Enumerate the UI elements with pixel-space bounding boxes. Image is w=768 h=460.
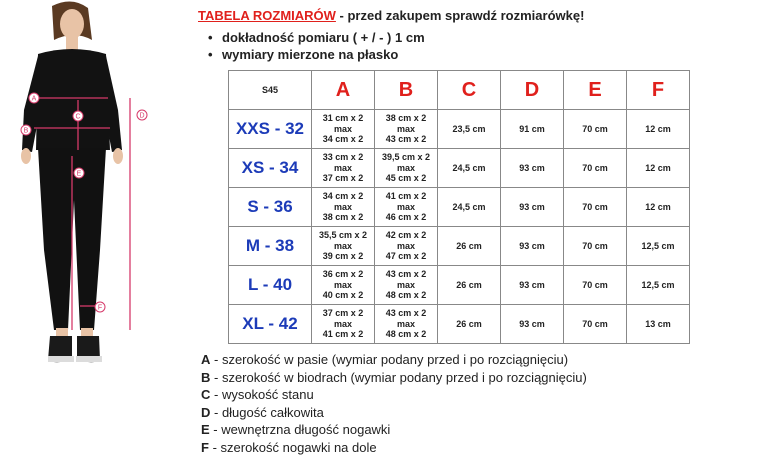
cell-line: 37 cm x 2 bbox=[322, 173, 364, 184]
cell-line: max bbox=[333, 279, 352, 290]
cell-f: 12,5 cm bbox=[627, 227, 690, 266]
cell-d: 93 cm bbox=[501, 188, 564, 227]
table-row bbox=[229, 266, 690, 305]
legend bbox=[201, 351, 587, 457]
size-label: XXS - 32 bbox=[229, 110, 312, 149]
table-row bbox=[229, 149, 690, 188]
cell-line: max bbox=[396, 318, 415, 329]
cell-line: 38 cm x 2 bbox=[385, 113, 427, 124]
cell-line: 34 cm x 2 bbox=[322, 191, 364, 202]
cell-line: max bbox=[333, 240, 352, 251]
svg-text:E: E bbox=[76, 170, 82, 178]
cell-line: 47 cm x 2 bbox=[385, 251, 427, 262]
cell-b bbox=[375, 188, 438, 227]
size-label: L - 40 bbox=[229, 266, 312, 305]
cell-line: max bbox=[396, 162, 415, 173]
cell-b bbox=[375, 266, 438, 305]
model-code: S45 bbox=[229, 71, 312, 110]
cell-e: 70 cm bbox=[564, 266, 627, 305]
cell-line: 43 cm x 2 bbox=[385, 269, 427, 280]
cell-line: 43 cm x 2 bbox=[385, 134, 427, 145]
header bbox=[198, 8, 584, 63]
cell-line: max bbox=[333, 123, 352, 134]
legend-item: B - szerokość w biodrach (wymiar podany przed i po rozciągnięciu) bbox=[201, 369, 587, 385]
cell-line: 39,5 cm x 2 bbox=[381, 152, 431, 163]
cell-f: 13 cm bbox=[627, 305, 690, 344]
cell-e: 70 cm bbox=[564, 149, 627, 188]
svg-text:C: C bbox=[75, 113, 81, 121]
marker-f-icon bbox=[95, 302, 105, 312]
cell-c: 26 cm bbox=[438, 305, 501, 344]
cell-d: 93 cm bbox=[501, 266, 564, 305]
title-subtitle: - przed zakupem sprawdź rozmiarówkę! bbox=[335, 8, 585, 23]
cell-d: 93 cm bbox=[501, 149, 564, 188]
cell-d: 93 cm bbox=[501, 227, 564, 266]
svg-text:D: D bbox=[139, 112, 145, 120]
cell-line: 48 cm x 2 bbox=[385, 329, 427, 340]
cell-line: 41 cm x 2 bbox=[385, 191, 427, 202]
cell-d: 91 cm bbox=[501, 110, 564, 149]
table-row bbox=[229, 305, 690, 344]
size-label: XS - 34 bbox=[229, 149, 312, 188]
marker-d-icon bbox=[137, 110, 147, 120]
column-header: B bbox=[375, 71, 438, 110]
table-row bbox=[229, 188, 690, 227]
page-title bbox=[198, 8, 584, 23]
cell-line: max bbox=[396, 123, 415, 134]
legend-item: F - szerokość nogawki na dole bbox=[201, 439, 377, 455]
column-header: A bbox=[312, 71, 375, 110]
cell-d: 93 cm bbox=[501, 305, 564, 344]
cell-line: 33 cm x 2 bbox=[322, 152, 364, 163]
size-label: M - 38 bbox=[229, 227, 312, 266]
note-item: • wymiary mierzone na płasko bbox=[214, 46, 584, 63]
cell-c: 24,5 cm bbox=[438, 188, 501, 227]
svg-text:A: A bbox=[31, 95, 37, 103]
cell-line: 39 cm x 2 bbox=[322, 251, 364, 262]
cell-e: 70 cm bbox=[564, 227, 627, 266]
note-item: • dokładność pomiaru ( + / - ) 1 cm bbox=[214, 29, 584, 46]
marker-b-icon bbox=[21, 125, 31, 135]
cell-line: 31 cm x 2 bbox=[322, 113, 364, 124]
cell-c: 26 cm bbox=[438, 266, 501, 305]
cell-a bbox=[312, 227, 375, 266]
title-highlight: TABELA ROZMIARÓW bbox=[198, 8, 336, 23]
legend-item: D - długość całkowita bbox=[201, 404, 324, 420]
cell-b bbox=[375, 149, 438, 188]
legend-item: E - wewnętrzna długość nogawki bbox=[201, 422, 391, 438]
cell-c: 26 cm bbox=[438, 227, 501, 266]
cell-a bbox=[312, 149, 375, 188]
cell-line: max bbox=[333, 162, 352, 173]
cell-line: 36 cm x 2 bbox=[322, 269, 364, 280]
cell-line: 34 cm x 2 bbox=[322, 134, 364, 145]
cell-a bbox=[312, 188, 375, 227]
cell-line: 37 cm x 2 bbox=[322, 308, 364, 319]
cell-line: max bbox=[396, 240, 415, 251]
cell-f: 12 cm bbox=[627, 149, 690, 188]
table-header-row bbox=[229, 71, 690, 110]
cell-line: 38 cm x 2 bbox=[322, 212, 364, 223]
svg-text:F: F bbox=[97, 304, 103, 312]
cell-a bbox=[312, 266, 375, 305]
cell-e: 70 cm bbox=[564, 110, 627, 149]
column-header: D bbox=[501, 71, 564, 110]
cell-b bbox=[375, 305, 438, 344]
legend-item: A - szerokość w pasie (wymiar podany przed i po rozciągnięciu) bbox=[201, 352, 569, 367]
cell-line: 46 cm x 2 bbox=[385, 212, 427, 223]
cell-line: 43 cm x 2 bbox=[385, 308, 427, 319]
table-body bbox=[229, 110, 690, 344]
cell-e: 70 cm bbox=[564, 305, 627, 344]
cell-line: 41 cm x 2 bbox=[322, 329, 364, 340]
cell-b bbox=[375, 110, 438, 149]
cell-line: 35,5 cm x 2 bbox=[318, 230, 368, 241]
cell-c: 24,5 cm bbox=[438, 149, 501, 188]
size-label: XL - 42 bbox=[229, 305, 312, 344]
cell-line: 45 cm x 2 bbox=[385, 173, 427, 184]
cell-line: 40 cm x 2 bbox=[322, 290, 364, 301]
size-label: S - 36 bbox=[229, 188, 312, 227]
column-header: F bbox=[627, 71, 690, 110]
cell-line: max bbox=[333, 201, 352, 212]
notes-list bbox=[198, 29, 584, 63]
table-row bbox=[229, 227, 690, 266]
cell-line: max bbox=[333, 318, 352, 329]
cell-c: 23,5 cm bbox=[438, 110, 501, 149]
marker-c-icon bbox=[73, 111, 83, 121]
cell-f: 12 cm bbox=[627, 188, 690, 227]
svg-text:B: B bbox=[23, 127, 29, 135]
cell-b bbox=[375, 227, 438, 266]
cell-line: max bbox=[396, 201, 415, 212]
cell-f: 12 cm bbox=[627, 110, 690, 149]
marker-a-icon bbox=[29, 93, 39, 103]
cell-line: 48 cm x 2 bbox=[385, 290, 427, 301]
model-figure bbox=[0, 0, 190, 380]
marker-e-icon bbox=[74, 168, 84, 178]
cell-a bbox=[312, 110, 375, 149]
legend-item: C - wysokość stanu bbox=[201, 387, 314, 403]
column-header: C bbox=[438, 71, 501, 110]
table-row bbox=[229, 110, 690, 149]
cell-line: 42 cm x 2 bbox=[385, 230, 427, 241]
cell-line: max bbox=[396, 279, 415, 290]
column-header: E bbox=[564, 71, 627, 110]
cell-a bbox=[312, 305, 375, 344]
cell-f: 12,5 cm bbox=[627, 266, 690, 305]
size-table bbox=[228, 70, 690, 344]
cell-e: 70 cm bbox=[564, 188, 627, 227]
